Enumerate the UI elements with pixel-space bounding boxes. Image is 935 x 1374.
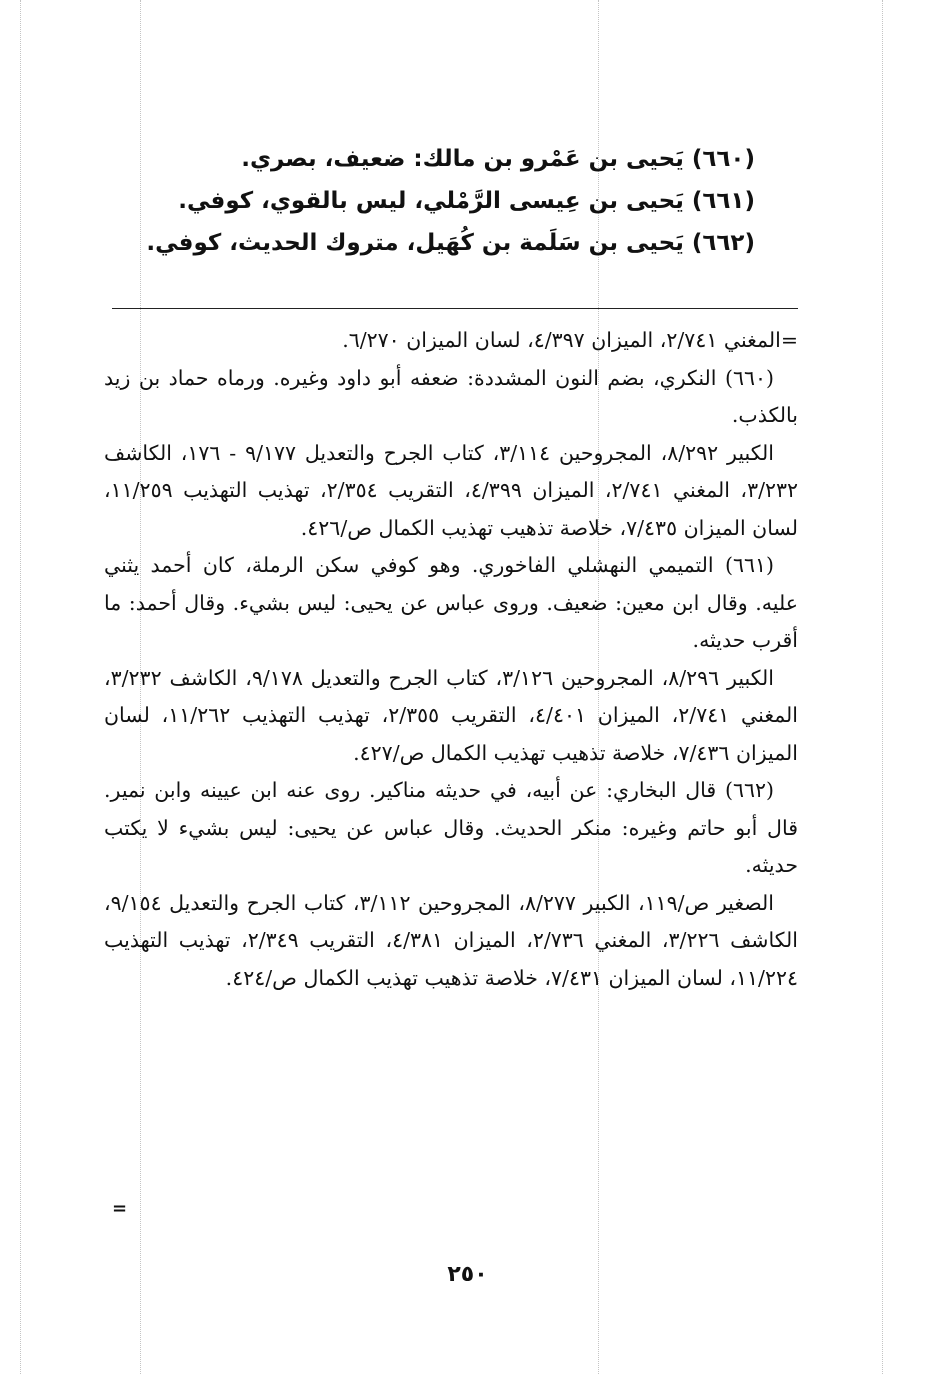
- page-number: ٢٥٠: [447, 1262, 488, 1287]
- scan-guide-line: [882, 0, 883, 1374]
- narrator-entries: [146, 138, 755, 264]
- footnote-662-text: (٦٦٢) قال البخاري: عن أبيه، في حديثه مناكير. روى عنه ابن عيينه وابن نمير. قال أبو حاتم وغيره: منكر الحديث. وقال عباس عن يحيى: ليس بشيء لا يكتب حديثه.: [104, 778, 798, 877]
- scan-guide-line: [20, 0, 21, 1374]
- entry-660: (٦٦٠) يَحيى بن عَمْرو بن مالك: ضعيف، بصري.: [241, 146, 755, 172]
- footnote-661-references: الكبير ٨/٢٩٦، المجروحين ٣/١٢٦، كتاب الجرح والتعديل ٩/١٧٨، الكاشف ٣/٢٣٢، المغني ٢/٧٤١، الميزان ٤/٤٠١، التقريب ٢/٣٥٥، تهذيب التهذيب ١١/٢٦٢، لسان الميزان ٧/٤٣٦، خلاصة تذهيب تهذيب الكمال ص/٤٢٧.: [104, 665, 798, 765]
- footnote-661-text: (٦٦١) التميمي النهشلي الفاخوري. وهو كوفي سكن الرملة، كان أحمد يثني عليه. وقال ابن معين: ضعيف. وروى عباس عن يحيى: ليس بشيء. وقال أحمد: ما أقرب حديثه.: [104, 553, 798, 652]
- footnote-separator: [112, 308, 798, 309]
- entry-662: (٦٦٢) يَحيى بن سَلَمة بن كُهَيل، متروك الحديث، كوفي.: [146, 230, 755, 256]
- entry-661: (٦٦١) يَحيى بن عِيسى الرَّمْلي، ليس بالقوي، كوفي.: [178, 188, 755, 214]
- footnote-662-references: الصغير ص/١١٩، الكبير ٨/٢٧٧، المجروحين ٣/١١٢، كتاب الجرح والتعديل ٩/١٥٤، الكاشف ٣/٢٢٦، المغني ٢/٧٣٦، الميزان ٤/٣٨١، التقريب ٢/٣٤٩، تهذيب التهذيب ١١/٢٢٤، لسان الميزان ٧/٤٣١، خلاصة تذهيب تهذيب الكمال ص/٤٢٤.: [104, 890, 798, 990]
- footnote-660-references: الكبير ٨/٢٩٢، المجروحين ٣/١١٤، كتاب الجرح والتعديل ٩/١٧٧ - ١٧٦، الكاشف ٣/٢٣٢، المغني ٢/٧٤١، الميزان ٤/٣٩٩، التقريب ٢/٣٥٤، تهذيب التهذيب ١١/٢٥٩، لسان الميزان ٧/٤٣٥، خلاصة تذهيب تهذيب الكمال ص/٤٢٦.: [104, 440, 799, 540]
- footnote-660-text: (٦٦٠) النكري، بضم النون المشددة: ضعفه أبو داود وغيره. ورماه حماد بن زيد بالكذب.: [104, 365, 798, 427]
- continuation-mark: =: [112, 1198, 128, 1219]
- footnotes: [104, 322, 798, 997]
- footnote-continuation: =المغني ٢/٧٤١، الميزان ٤/٣٩٧، لسان الميزان ٦/٢٧٠.: [342, 328, 798, 352]
